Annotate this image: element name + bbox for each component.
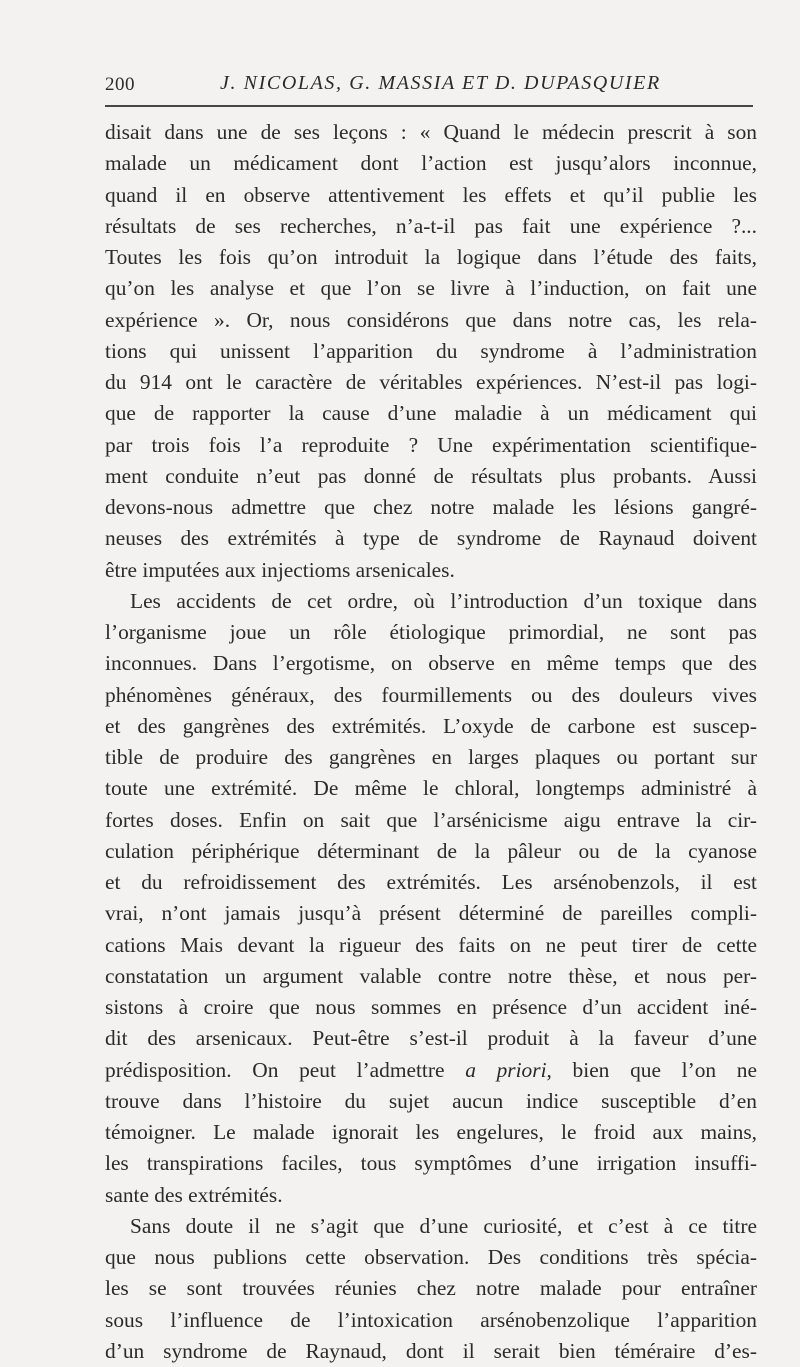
text-line: que nous publions cette observation. Des conditions très spécia- xyxy=(105,1245,757,1269)
text-line: expérience ». Or, nous considérons que dans notre cas, les rela- xyxy=(105,307,757,332)
text-line: qu’on les analyse et que l’on se livre à l’induction, on fait une xyxy=(105,276,757,301)
text-line: résultats de ses recherches, n’a-t-il pas fait une expérience ?... xyxy=(105,213,757,238)
text-line: vrai, n’ont jamais jusqu’à présent déterminé de pareilles compli- xyxy=(105,901,757,926)
text-line: sous l’influence de l’intoxication arsénobenzolique l’apparition xyxy=(105,1307,757,1332)
running-head xyxy=(105,74,753,100)
text-line: fortes doses. Enfin on sait que l’arsénicisme aigu entrave la cir- xyxy=(105,807,757,832)
text-line: culation périphérique déterminant de la pâleur ou de la cyanose xyxy=(105,838,757,863)
text-line: tions qui unissent l’apparition du syndrome à l’administration xyxy=(105,338,757,363)
text-line: disait dans une de ses leçons : « Quand le médecin prescrit à son xyxy=(105,120,757,144)
text-line: trouve dans l’histoire du sujet aucun indice susceptible d’en xyxy=(105,1088,757,1113)
text-line: constatation un argument valable contre notre thèse, et nous per- xyxy=(105,963,757,988)
text-line: tible de produire des gangrènes en larges plaques ou portant sur xyxy=(105,745,757,769)
text-line: ment conduite n’eut pas donné de résultats plus probants. Aussi xyxy=(105,463,757,488)
text-line: Les accidents de cet ordre, où l’introduction d’un toxique dans xyxy=(130,588,757,613)
text-line: que de rapporter la cause d’une maladie à un médicament qui xyxy=(105,401,757,426)
text-line: toute une extrémité. De même le chloral, longtemps administré à xyxy=(105,776,757,801)
text-fragment: , bien que l’on ne xyxy=(546,1057,757,1082)
text-line-mixed xyxy=(105,1055,757,1086)
running-title: J. NICOLAS, G. MASSIA ET D. DUPASQUIER xyxy=(220,72,661,94)
text-line: par trois fois l’a reproduite ? Une expérimentation scientifique- xyxy=(105,432,757,457)
text-line: Sans doute il ne s’agit que d’une curiosité, et c’est à ce titre xyxy=(130,1213,757,1238)
text-line: du 914 ont le caractère de véritables expériences. N’est-il pas logi- xyxy=(105,370,757,394)
text-line: les se sont trouvées réunies chez notre malade pour entraîner xyxy=(105,1276,757,1301)
text-line: et du refroidissement des extrémités. Les arsénobenzols, il est xyxy=(105,870,757,894)
text-line: devons-nous admettre que chez notre malade les lésions gangré- xyxy=(105,495,757,519)
text-line: d’un syndrome de Raynaud, dont il serait bien téméraire d’es- xyxy=(105,1338,757,1363)
text-line: l’organisme joue un rôle étiologique primordial, ne sont pas xyxy=(105,620,757,644)
body-text xyxy=(105,117,757,1367)
italic-phrase: a priori xyxy=(465,1057,547,1082)
text-line: phénomènes généraux, des fourmillements ou des douleurs vives xyxy=(105,682,757,707)
text-line: malade un médicament dont l’action est jusqu’alors inconnue, xyxy=(105,151,757,176)
text-line: inconnues. Dans l’ergotisme, on observe en même temps que des xyxy=(105,651,757,676)
text-line: neuses des extrémités à type de syndrome de Raynaud doivent xyxy=(105,526,757,551)
text-line: et des gangrènes des extrémités. L’oxyde de carbone est suscep- xyxy=(105,713,757,738)
text-line: quand il en observe attentivement les effets et qu’il publie les xyxy=(105,182,757,207)
text-line: dit des arsenicaux. Peut-être s’est-il produit à la faveur d’une xyxy=(105,1026,757,1051)
text-line: Toutes les fois qu’on introduit la logique dans l’étude des faits, xyxy=(105,245,757,269)
header-rule xyxy=(105,105,753,107)
text-fragment: prédisposition. On peut l’admettre xyxy=(105,1057,445,1082)
text-line: cations Mais devant la rigueur des faits on ne peut tirer de cette xyxy=(105,932,757,957)
text-line: être imputées aux injectioms arsenicales. xyxy=(105,557,455,582)
text-line: témoigner. Le malade ignorait les engelures, le froid aux mains, xyxy=(105,1120,757,1144)
text-line: sistons à croire que nous sommes en présence d’un accident iné- xyxy=(105,995,757,1019)
page-number: 200 xyxy=(105,74,135,95)
text-line: sante des extrémités. xyxy=(105,1182,283,1207)
text-line: les transpirations faciles, tous symptômes d’une irrigation insuffi- xyxy=(105,1151,757,1176)
